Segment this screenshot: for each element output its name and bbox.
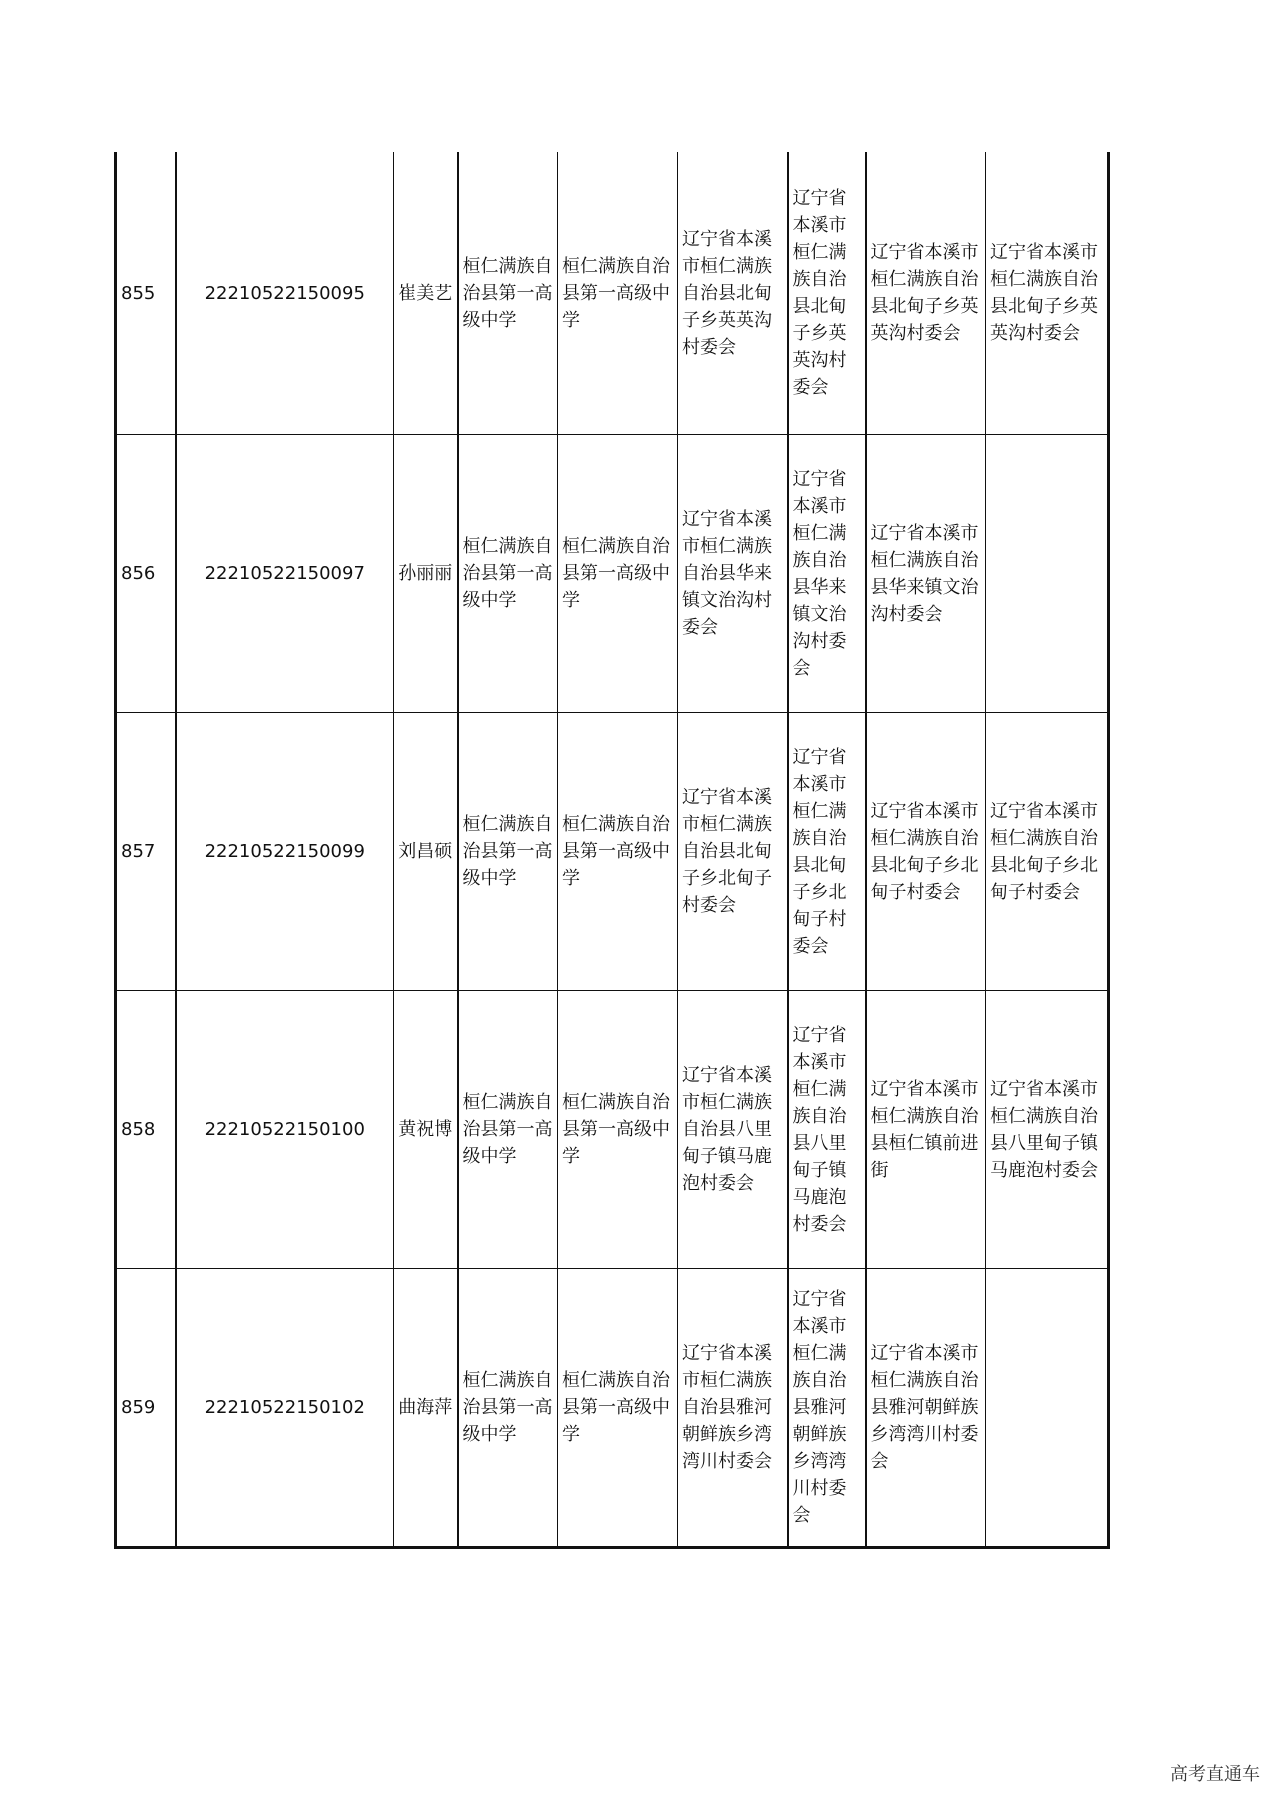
row-school-b: 桓仁满族自治县第一高级中学 (558, 713, 678, 991)
row-address-c: 辽宁省本溪市桓仁满族自治县桓仁镇前进街 (866, 991, 986, 1269)
row-name: 崔美艺 (394, 152, 458, 435)
row-name: 黄祝博 (394, 991, 458, 1269)
row-school-a: 桓仁满族自治县第一高级中学 (458, 1269, 558, 1548)
row-name: 孙丽丽 (394, 435, 458, 713)
row-school-a: 桓仁满族自治县第一高级中学 (458, 435, 558, 713)
row-address-c: 辽宁省本溪市桓仁满族自治县北甸子乡英英沟村委会 (866, 152, 986, 435)
row-address-b: 辽宁省本溪市桓仁满族自治县八里甸子镇马鹿泡村委会 (788, 991, 866, 1269)
roster-table (114, 152, 1110, 1549)
row-address-b: 辽宁省本溪市桓仁满族自治县北甸子乡北甸子村委会 (788, 713, 866, 991)
table-row (116, 991, 1109, 1269)
row-address-a: 辽宁省本溪市桓仁满族自治县北甸子乡英英沟村委会 (678, 152, 788, 435)
row-name: 曲海萍 (394, 1269, 458, 1548)
table-row (116, 435, 1109, 713)
row-address-c: 辽宁省本溪市桓仁满族自治县北甸子乡北甸子村委会 (866, 713, 986, 991)
row-address-d: 辽宁省本溪市桓仁满族自治县北甸子乡北甸子村委会 (986, 713, 1109, 991)
row-seq: 856 (116, 435, 176, 713)
table-row (116, 713, 1109, 991)
table-row (116, 1269, 1109, 1548)
roster-table-container (114, 152, 1110, 1549)
row-address-b: 辽宁省本溪市桓仁满族自治县北甸子乡英英沟村委会 (788, 152, 866, 435)
row-address-a: 辽宁省本溪市桓仁满族自治县八里甸子镇马鹿泡村委会 (678, 991, 788, 1269)
row-school-b: 桓仁满族自治县第一高级中学 (558, 991, 678, 1269)
row-address-d (986, 1269, 1109, 1548)
row-address-c: 辽宁省本溪市桓仁满族自治县雅河朝鲜族乡湾湾川村委会 (866, 1269, 986, 1548)
row-seq: 855 (116, 152, 176, 435)
row-school-b: 桓仁满族自治县第一高级中学 (558, 435, 678, 713)
row-address-a: 辽宁省本溪市桓仁满族自治县北甸子乡北甸子村委会 (678, 713, 788, 991)
row-id: 22210522150102 (176, 1269, 394, 1548)
row-address-b: 辽宁省本溪市桓仁满族自治县雅河朝鲜族乡湾湾川村委会 (788, 1269, 866, 1548)
row-address-c: 辽宁省本溪市桓仁满族自治县华来镇文治沟村委会 (866, 435, 986, 713)
row-address-d: 辽宁省本溪市桓仁满族自治县八里甸子镇马鹿泡村委会 (986, 991, 1109, 1269)
roster-body (116, 152, 1109, 1548)
row-address-d: 辽宁省本溪市桓仁满族自治县北甸子乡英英沟村委会 (986, 152, 1109, 435)
row-address-a: 辽宁省本溪市桓仁满族自治县华来镇文治沟村委会 (678, 435, 788, 713)
row-address-b: 辽宁省本溪市桓仁满族自治县华来镇文治沟村委会 (788, 435, 866, 713)
row-id: 22210522150095 (176, 152, 394, 435)
row-school-a: 桓仁满族自治县第一高级中学 (458, 713, 558, 991)
row-id: 22210522150099 (176, 713, 394, 991)
row-school-a: 桓仁满族自治县第一高级中学 (458, 991, 558, 1269)
row-seq: 858 (116, 991, 176, 1269)
table-row (116, 152, 1109, 435)
row-school-a: 桓仁满族自治县第一高级中学 (458, 152, 558, 435)
watermark-text: 高考直通车 (1170, 1764, 1260, 1785)
row-seq: 859 (116, 1269, 176, 1548)
row-address-d (986, 435, 1109, 713)
row-address-a: 辽宁省本溪市桓仁满族自治县雅河朝鲜族乡湾湾川村委会 (678, 1269, 788, 1548)
row-school-b: 桓仁满族自治县第一高级中学 (558, 1269, 678, 1548)
row-seq: 857 (116, 713, 176, 991)
row-name: 刘昌硕 (394, 713, 458, 991)
row-school-b: 桓仁满族自治县第一高级中学 (558, 152, 678, 435)
row-id: 22210522150097 (176, 435, 394, 713)
row-id: 22210522150100 (176, 991, 394, 1269)
